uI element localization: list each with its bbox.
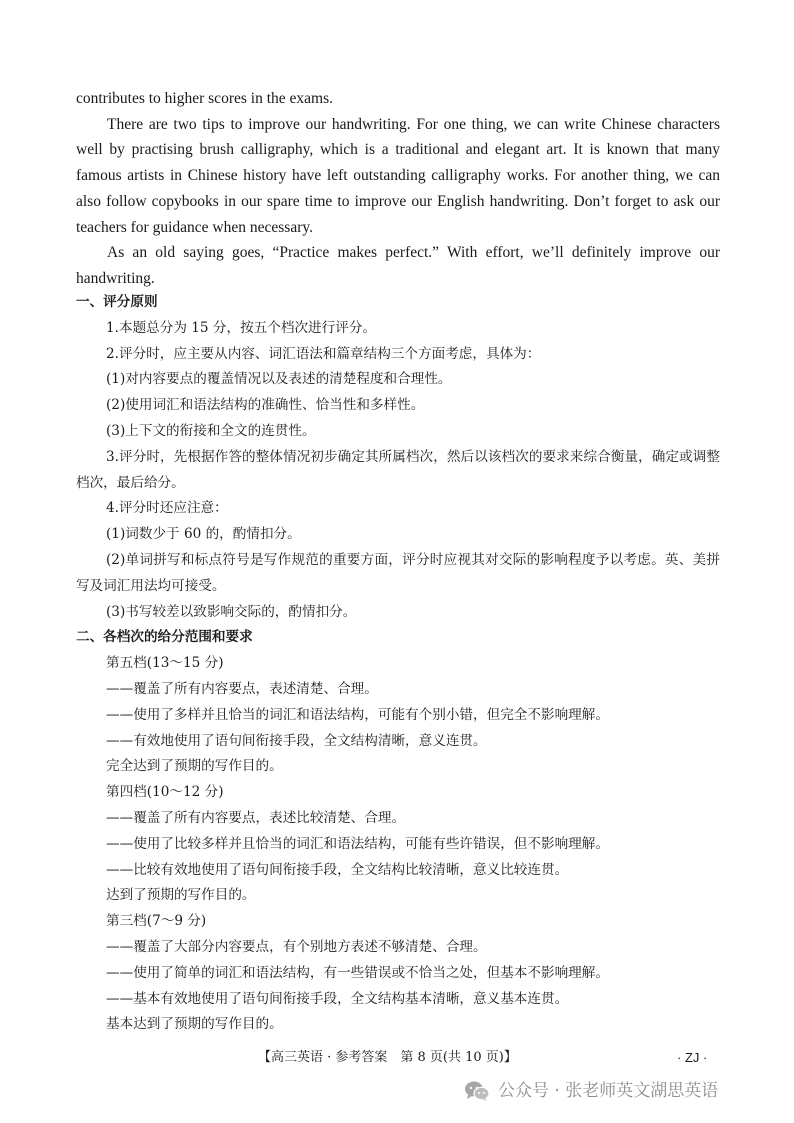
level-point: ——覆盖了大部分内容要点，有个别地方表述不够清楚、合理。 (106, 938, 487, 955)
rule-item: (2)单词拼写和标点符号是写作规范的重要方面，评分时应视其对交际的影响程度予以考虑。英、美拼写及词汇用法均可接受。 (76, 551, 720, 594)
level-point: ——覆盖了所有内容要点，表述清楚、合理。 (106, 680, 378, 697)
account-watermark (464, 1076, 718, 1106)
essay-paragraph: As an old saying goes, “Practice makes perfect.” With effort, we’ll definitely improve our handwriting. (76, 244, 720, 287)
level-point: ——基本有效地使用了语句间衔接手段，全文结构基本清晰，意义基本连贯。 (106, 990, 569, 1007)
level-point: ——使用了比较多样并且恰当的词汇和语法结构，可能有些许错误，但不影响理解。 (106, 835, 609, 852)
page-footer (0, 1046, 794, 1070)
essay-text (76, 86, 720, 292)
level-point: ——有效地使用了语句间衔接手段，全文结构清晰，意义连贯。 (106, 732, 487, 749)
level-point: ——使用了多样并且恰当的词汇和语法结构，可能有个别小错，但完全不影响理解。 (106, 706, 609, 723)
level-summary: 达到了预期的写作目的。 (106, 887, 256, 904)
level-point: ——覆盖了所有内容要点，表述比较清楚、合理。 (106, 809, 406, 826)
level-summary: 完全达到了预期的写作目的。 (106, 758, 283, 775)
section-heading: 一、评分原则 (76, 294, 158, 310)
level-title: 第五档(13～15 分) (106, 655, 224, 672)
level-summary: 基本达到了预期的写作目的。 (106, 1016, 283, 1033)
rule-item: 3.评分时，先根据作答的整体情况初步确定其所属档次，然后以该档次的要求来综合衡量，确定或调整档次，最后给分。 (76, 448, 720, 491)
essay-paragraph: There are two tips to improve our handwriting. For one thing, we can write Chinese characters well by practising brush calligraphy, which is a traditional and elegant art. It is known that many famous artists in Chinese history have left outstanding calligraphy works. For another thing, we can also follow copybooks in our spare time to improve our English handwriting. Don’t forget to ask our teachers for guidance when necessary. (76, 115, 720, 236)
level-title: 第四档(10～12 分) (106, 784, 224, 801)
rule-item: 2.评分时，应主要从内容、词汇语法和篇章结构三个方面考虑，具体为： (106, 345, 541, 362)
scoring-rules (76, 290, 720, 1038)
level-point: ——使用了简单的词汇和语法结构，有一些错误或不恰当之处，但基本不影响理解。 (106, 964, 609, 981)
rule-item: 4.评分时还应注意： (106, 500, 228, 517)
level-point: ——比较有效地使用了语句间衔接手段，全文结构比较清晰，意义比较连贯。 (106, 861, 569, 878)
footer-page-info: 【高三英语 · 参考答案 第 8 页(共 10 页)】 (258, 1050, 517, 1065)
rule-item: (3)书写较差以致影响交际的，酌情扣分。 (106, 603, 357, 620)
wechat-icon (464, 1080, 490, 1102)
footer-code: · ZJ · (677, 1050, 708, 1065)
rule-item: (1)词数少于 60 的，酌情扣分。 (106, 526, 301, 543)
rule-item: (2)使用词汇和语法结构的准确性、恰当性和多样性。 (106, 397, 425, 414)
essay-paragraph: contributes to higher scores in the exams. (76, 90, 333, 107)
rule-item: (1)对内容要点的覆盖情况以及表述的清楚程度和合理性。 (106, 371, 452, 388)
watermark-text: 公众号 · 张老师英文湖思英语 (498, 1081, 719, 1101)
rule-item: (3)上下文的衔接和全文的连贯性。 (106, 422, 316, 439)
level-title: 第三档(7～9 分) (106, 913, 207, 930)
section-heading: 二、各档次的给分范围和要求 (76, 629, 253, 646)
rule-item: 1.本题总分为 15 分，按五个档次进行评分。 (106, 319, 377, 336)
